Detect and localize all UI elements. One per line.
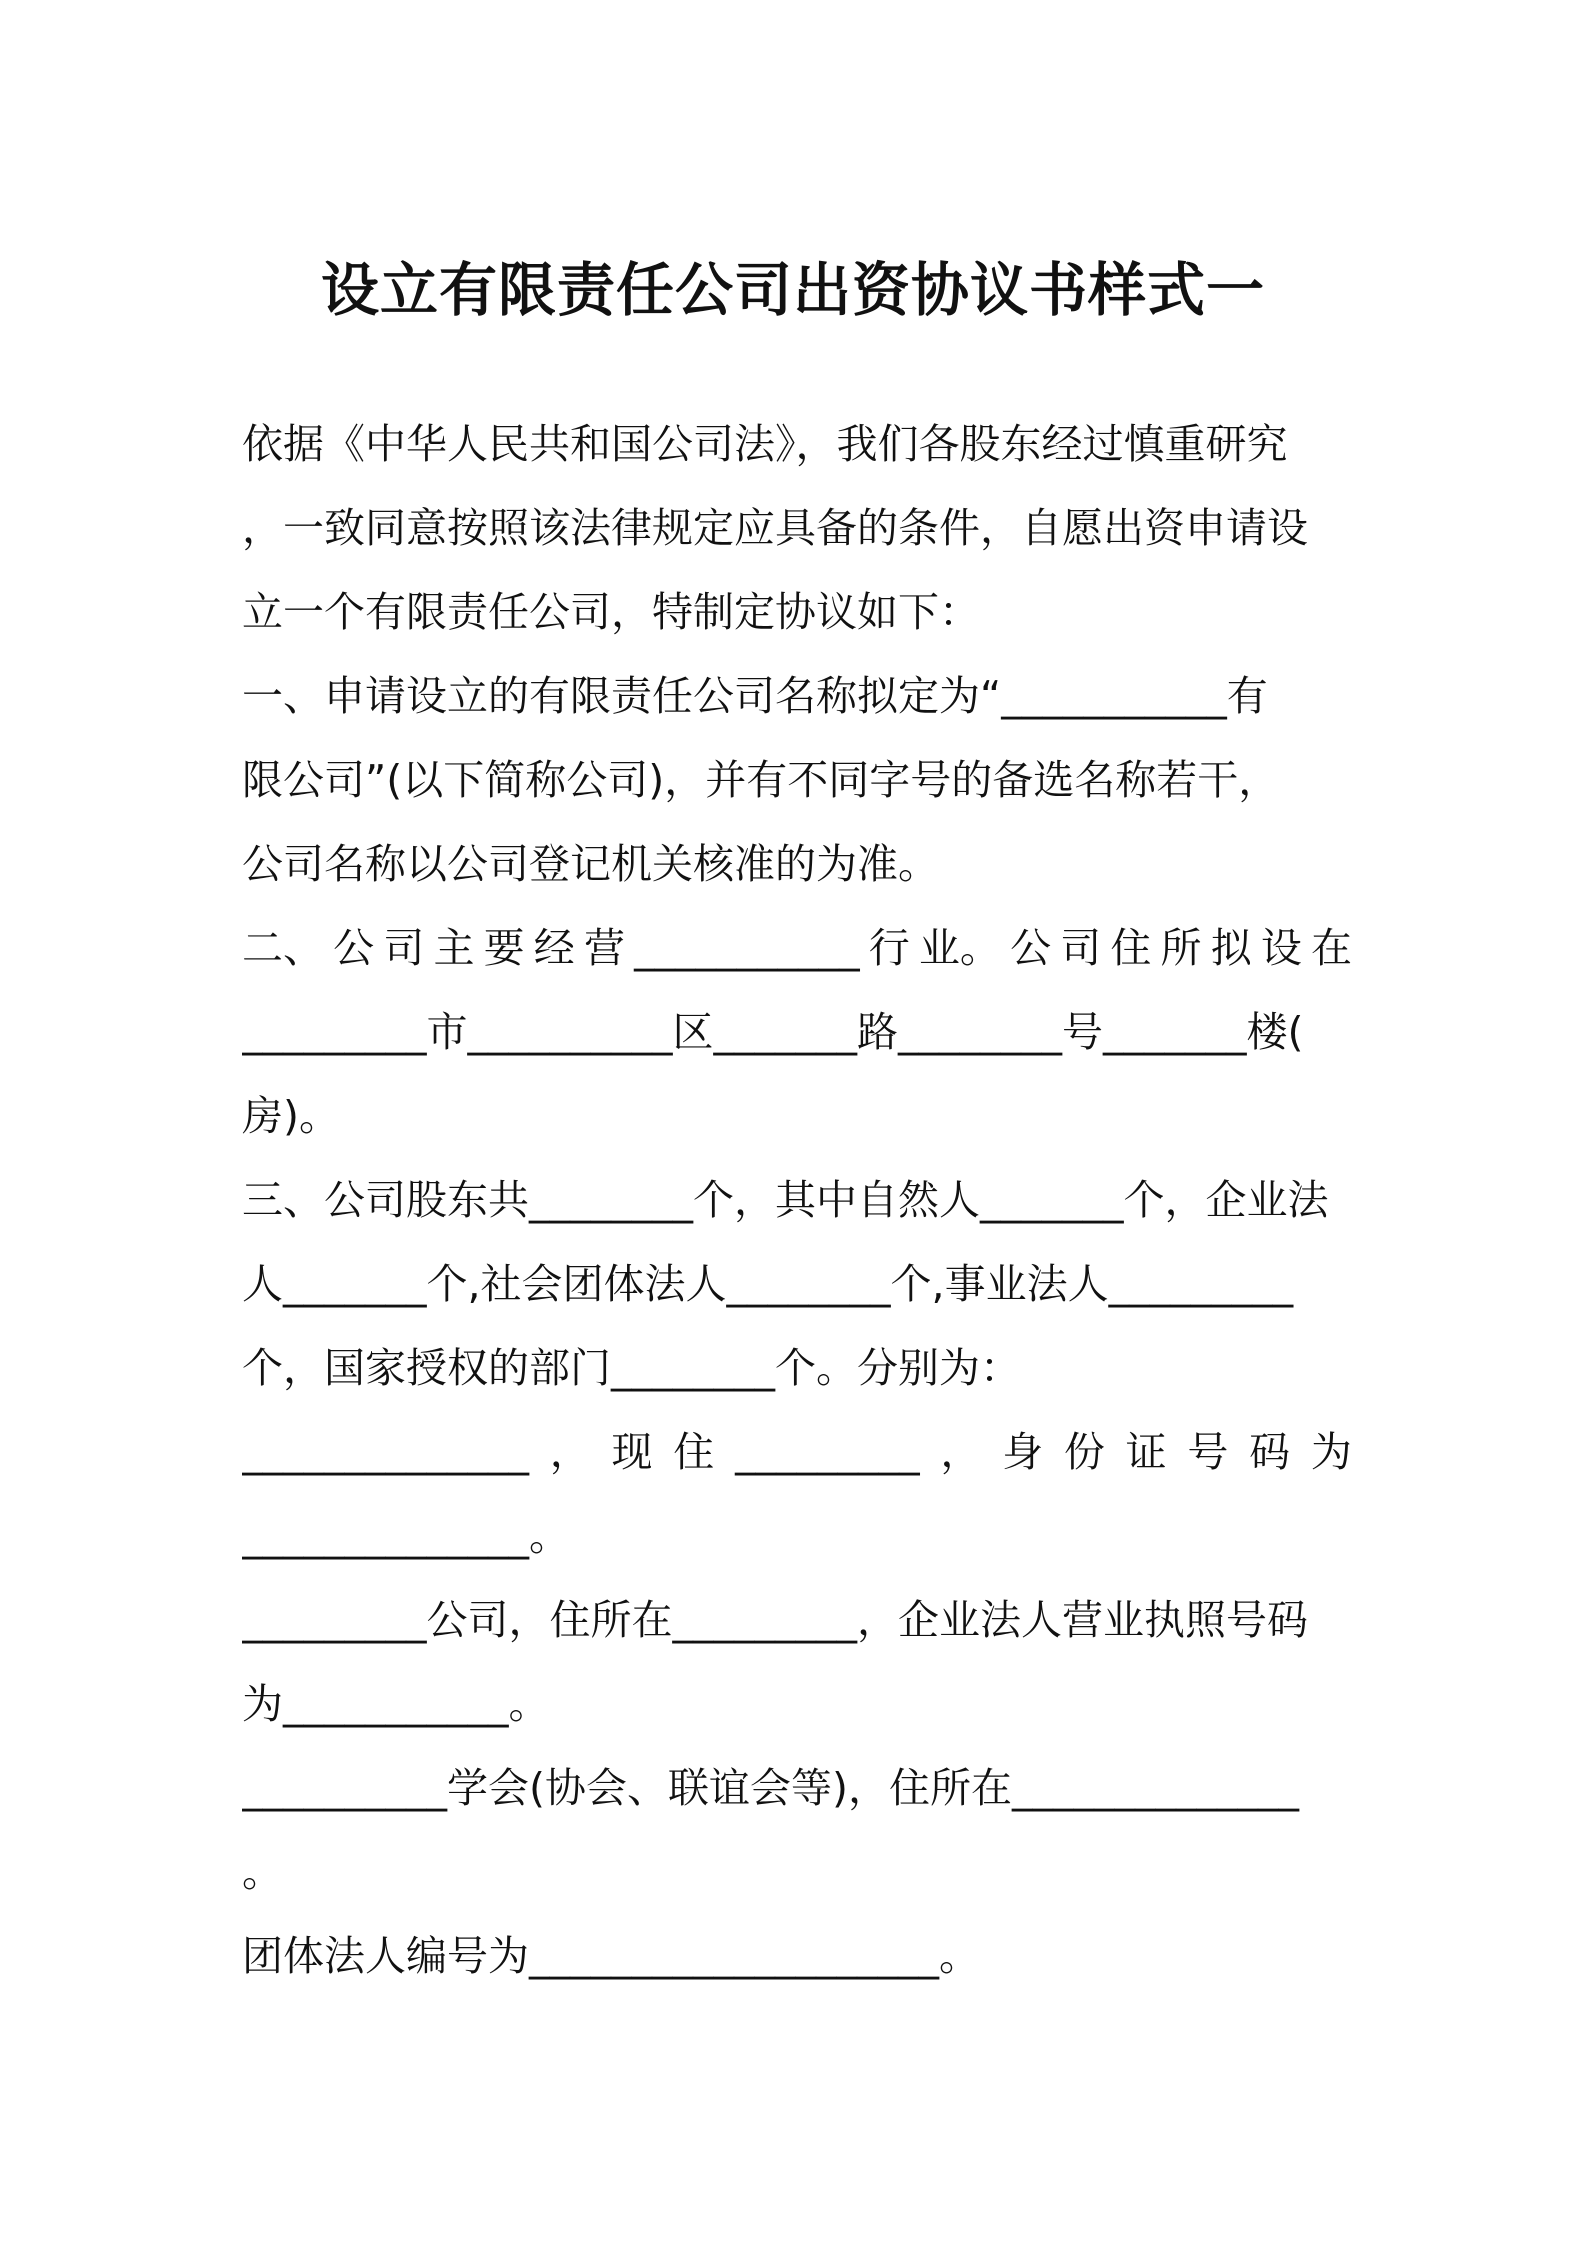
paragraph-line-9: 房)。 [242, 1092, 340, 1140]
id-text-comma-1: ， [549, 1428, 591, 1476]
biz-text-9: 行 [868, 924, 910, 972]
paragraph-line-16: 为___________。 [242, 1680, 550, 1728]
paragraph-line-18: 。 [242, 1848, 283, 1896]
biz-text-5: 要 [483, 924, 525, 972]
blank-industry: ___________ [634, 924, 860, 972]
paragraph-line-8: _________市__________区_______路________号_______楼( [242, 1008, 1304, 1056]
paragraph-line-2: ，一致同意按照该法律规定应具备的条件，自愿出资申请设 [242, 504, 1308, 552]
paragraph-line-4: 一、申请设立的有限责任公司名称拟定为“___________有 [242, 672, 1268, 720]
paragraph-line-15: _________公司，住所在_________，企业法人营业执照号码 [242, 1596, 1308, 1644]
paragraph-line-1: 依据《中华人民共和国公司法》，我们各股东经过慎重研究 [242, 420, 1288, 468]
id-text-6: 号 [1187, 1428, 1229, 1476]
id-text-7: 码 [1249, 1428, 1291, 1476]
paragraph-line-5: 限公司”(以下简称公司)，并有不同字号的备选名称若干， [242, 756, 1280, 804]
biz-text-3: 司 [383, 924, 425, 972]
id-text-3: 身 [1002, 1428, 1044, 1476]
paragraph-line-19: 团体法人编号为____________________。 [242, 1932, 980, 1980]
biz-text-12: 司 [1060, 924, 1102, 972]
paragraph-line-14: ______________。 [242, 1512, 570, 1560]
biz-text-4: 主 [433, 924, 475, 972]
biz-text-13: 住 [1110, 924, 1152, 972]
id-text-1: 现 [611, 1428, 653, 1476]
biz-text-17: 在 [1311, 924, 1352, 972]
paragraph-line-10: 三、公司股东共________个，其中自然人_______个，企业法 [242, 1176, 1329, 1224]
biz-text-15: 拟 [1210, 924, 1252, 972]
document-title: 设立有限责任公司出资协议书样式一 [320, 256, 1265, 324]
biz-text-1: 二、 [242, 924, 324, 972]
paragraph-line-11: 人_______个,社会团体法人________个,事业法人_________ [242, 1260, 1294, 1308]
paragraph-line-13 [242, 1420, 1352, 1484]
paragraph-line-7 [242, 916, 1352, 980]
blank-shareholder-name: ______________ [242, 1428, 529, 1476]
paragraph-line-12: 个，国家授权的部门________个。分别为： [242, 1344, 1021, 1392]
paragraph-line-17: __________学会(协会、联谊会等)，住所在______________ [242, 1764, 1299, 1812]
id-text-8: 为 [1310, 1428, 1352, 1476]
biz-text-11: 公 [1010, 924, 1052, 972]
id-text-comma-2: ， [940, 1428, 982, 1476]
id-text-5: 证 [1125, 1428, 1167, 1476]
biz-text-7: 营 [583, 924, 625, 972]
biz-text-2: 公 [333, 924, 375, 972]
biz-text-10: 业。 [918, 924, 1001, 972]
id-text-2: 住 [673, 1428, 715, 1476]
id-text-4: 份 [1063, 1428, 1105, 1476]
biz-text-14: 所 [1160, 924, 1202, 972]
paragraph-line-3: 立一个有限责任公司，特制定协议如下： [242, 588, 980, 636]
blank-shareholder-address: _________ [735, 1428, 920, 1476]
biz-text-6: 经 [533, 924, 575, 972]
biz-text-16: 设 [1260, 924, 1302, 972]
paragraph-line-6: 公司名称以公司登记机关核准的为准。 [242, 840, 939, 888]
